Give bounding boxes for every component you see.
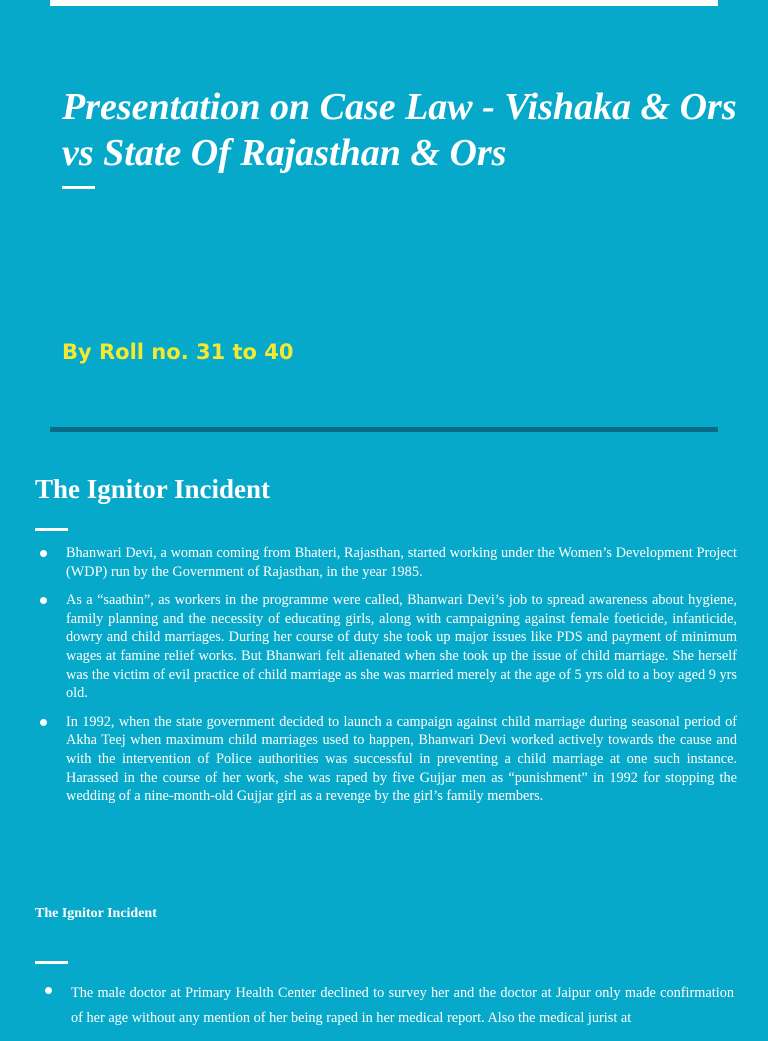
bullet-item: In 1992, when the state government decided to launch a campaign against child marriage during seasonal period of Akha Teej when maximum child marriages used to happen, Bhanwari Devi worked actively towards the cause and with the intervention of Police authorities was successful in preventing a child marriage at one such instance. Harassed in the course of her work, she was raped by five Gujjar men as “punishment” in 1992 for stopping the wedding of a nine-month-old Gujjar girl as a revenge by the girl’s family members. bbox=[35, 713, 737, 806]
bullet-item: The male doctor at Primary Health Center declined to survey her and the doctor at Jaipur only made confirmation of her age without any mention of her being raped in her medical report. Also the medical jurist at bbox=[40, 981, 734, 1031]
next-bullet-list bbox=[40, 981, 734, 1041]
slide-divider bbox=[50, 427, 718, 432]
next-slide-heading: The Ignitor Incident bbox=[35, 906, 157, 921]
presentation-title: Presentation on Case Law - Vishaka & Ors vs State Of Rajasthan & Ors bbox=[62, 86, 737, 174]
section-heading: The Ignitor Incident bbox=[35, 474, 271, 504]
title-underline-dash bbox=[62, 186, 95, 189]
bullet-item: As a “saathin”, as workers in the programme were called, Bhanwari Devi’s job to spread awareness about hygiene, family planning and the necessity of educating girls, along with campaigning against female foeticide, infanticide, dowry and child marriages. During her course of duty she took up major issues like PDS and payment of minimum wages at famine relief works. But Bhanwari felt alienated when she took up the issue of child marriage. She herself was the victim of evil practice of child marriage as she was married merely at the age of 5 yrs old to a boy aged 9 yrs old. bbox=[35, 591, 737, 703]
presentation-subtitle: By Roll no. 31 to 40 bbox=[62, 340, 294, 364]
next-heading-underline-dash bbox=[35, 961, 68, 964]
heading-underline-dash bbox=[35, 528, 68, 531]
slide-top-border bbox=[50, 0, 718, 6]
bullet-item: Bhanwari Devi, a woman coming from Bhateri, Rajasthan, started working under the Women’s Development Project (WDP) run by the Government of Rajasthan, in the year 1985. bbox=[35, 544, 737, 581]
bullet-list bbox=[35, 544, 737, 816]
